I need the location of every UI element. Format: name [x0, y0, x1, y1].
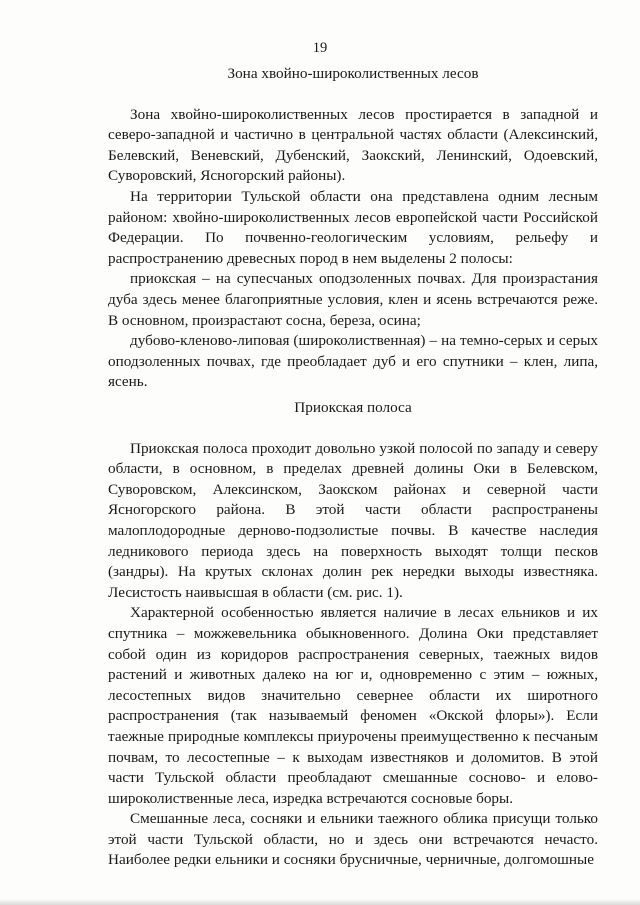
- paragraph: Смешанные леса, сосняки и ельники таежного облика присущи только этой части Тульской области, но и здесь они встречаются нечасто. Наиболее редки ельники и сосняки брусничные, черничные, долгомошные: [108, 810, 598, 869]
- paragraph: дубово-кленово-липовая (широколиственная) – на темно-серых и серых оподзоленных почвах, где преобладает дуб и его спутники – клен, липа, ясень.: [108, 332, 598, 391]
- paragraph: Приокская полоса проходит довольно узкой полосой по западу и северу области, в основном, в пределах древней долины Оки в Белевском, Суворовском, Алексинском, Заокском районах и северной части Ясногорского района. В этой части области распространены малоплодородные дерново-подзолистые почвы. В качестве наследия ледникового периода здесь на поверхность выходят толщи песков (зандры). На крутых склонах долин рек нередки выходы известняка. Лесистость наивысшая в области (см. рис. 1).: [108, 439, 598, 601]
- paragraph: На территории Тульской области она представлена одним лесным районом: хвойно-широколиственных лесов европейской части Российской Федерации. По почвенно-геологическим условиям, рельефу и распространению древесных пород в нем выделены 2 полосы:: [108, 187, 598, 267]
- paragraph: приокская – на супесчаных оподзоленных почвах. Для произрастания дуба здесь менее благоприятные условия, клен и ясень встречаются реже. В основном, произрастают сосна, береза, осина;: [108, 270, 598, 329]
- section-coniferous-broadleaf-zone: [108, 64, 598, 393]
- section-heading: Зона хвойно-широколиственных лесов: [227, 65, 479, 82]
- section-prioksk-strip: [108, 398, 598, 871]
- paragraph: Зона хвойно-широколиственных лесов простирается в западной и северо-западной и частично в центральной частях области (Алексинский, Белевский, Веневский, Дубенский, Заокский, Ленинский, Одоевский, Суворовский, Ясногорский районы).: [108, 105, 598, 185]
- section-heading: Приокская полоса: [294, 399, 412, 416]
- page-number: 19: [312, 40, 328, 56]
- scan-bottom-edge: [0, 899, 640, 905]
- paragraph: Характерной особенностью является наличие в лесах ельников и их спутника – можжевельника обыкновенного. Долина Оки представляет собой один из коридоров распространения северных, таежных видов растений и животных далеко на юг и, одновременно с этим – южных, лесостепных видов значительно севернее области их широтного распространения (так называемый феномен «Окской флоры»). Если таежные природные комплексы приурочены преимущественно к песчаным почвам, то лесостепные – к выходам известняков и доломитов. В этой части Тульской области преобладают смешанные сосново- и елово-широколиственные леса, изредка встречаются сосновые боры.: [108, 604, 598, 807]
